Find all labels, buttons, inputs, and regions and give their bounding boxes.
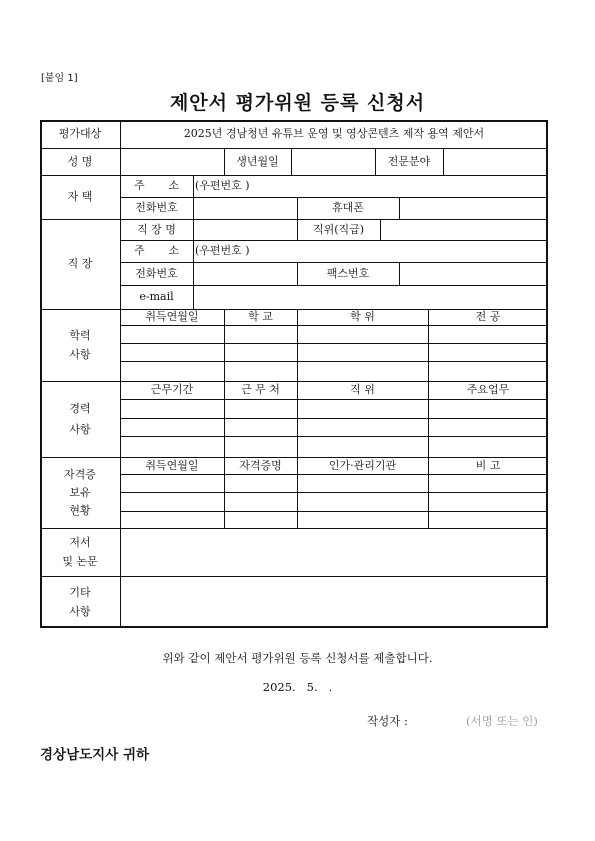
- license-header: 인가·관리기관: [328, 458, 397, 472]
- education-label: [40, 309, 120, 381]
- row-divider: [120, 436, 548, 437]
- education-label-line: 사항: [69, 348, 91, 361]
- career-header: 근 무 처: [241, 383, 280, 397]
- form-title: 제안서 평가위원 등록 신청서: [169, 92, 426, 114]
- home-label: 자 택: [67, 190, 93, 204]
- declaration-text: 위와 같이 제안서 평가위원 등록 신청서를 제출합니다.: [162, 651, 433, 665]
- work-phone-input[interactable]: [193, 262, 297, 285]
- career-header: 근무기간: [150, 383, 194, 397]
- work-label: 직 장: [67, 257, 93, 271]
- signature-field[interactable]: (서명 또는 인): [466, 714, 538, 728]
- field-input[interactable]: [443, 148, 548, 175]
- other-label-line: 사항: [69, 605, 91, 618]
- education-header: 전 공: [475, 310, 501, 324]
- fax-label: 팩스번호: [326, 266, 370, 280]
- home-phone-input[interactable]: [193, 197, 297, 219]
- work-phone-label: 전화번호: [135, 266, 178, 280]
- education-header: 학 교: [248, 310, 273, 324]
- row-divider: [120, 343, 548, 344]
- papers-label: [40, 528, 120, 576]
- license-label-line: 현황: [69, 504, 91, 518]
- license-header: 자격증명: [239, 458, 282, 472]
- education-label-line: 학력: [69, 328, 91, 342]
- home-address-value[interactable]: (우편번호 ): [195, 179, 250, 193]
- license-label-line: 보유: [69, 485, 91, 499]
- target-label: 평가대상: [58, 127, 102, 141]
- other-input[interactable]: [120, 576, 548, 628]
- email-input[interactable]: [193, 285, 548, 309]
- home-phone-label: 전화번호: [135, 201, 178, 215]
- row-divider: [120, 511, 548, 512]
- column-divider: [224, 309, 225, 528]
- mobile-label: 휴대폰: [332, 201, 364, 215]
- work-address-label: 주 소: [134, 244, 179, 258]
- license-label: [40, 457, 120, 528]
- license-label-line: 자격증: [64, 467, 96, 481]
- writer-label: 작성자 :: [367, 714, 408, 728]
- career-label: [40, 381, 120, 457]
- birth-input[interactable]: [291, 148, 375, 175]
- home-address-label: 주 소: [134, 179, 179, 193]
- career-header: 주요업무: [466, 383, 510, 397]
- other-label: [40, 576, 120, 628]
- field-label: 전문분야: [387, 154, 431, 168]
- row-divider: [120, 492, 548, 493]
- career-label-line: 사항: [69, 423, 91, 436]
- addressee: 경상남도지사 귀하: [40, 747, 150, 763]
- company-label: 직 장 명: [137, 222, 176, 236]
- row-divider: [120, 418, 548, 419]
- career-label-line: 경력: [69, 401, 91, 415]
- papers-label-line: 저서: [69, 535, 91, 549]
- education-header: 학 위: [350, 310, 375, 324]
- name-input[interactable]: [120, 148, 224, 175]
- papers-input[interactable]: [120, 528, 548, 576]
- career-header: 직 위: [350, 383, 375, 397]
- submission-date: 2025. 5. .: [262, 680, 333, 694]
- target-value: 2025년 경남청년 유튜브 운영 및 영상콘텐츠 제작 용역 제안서: [183, 127, 485, 141]
- row-divider: [120, 361, 548, 362]
- position-label: 직위(직급): [312, 222, 365, 236]
- row-divider: [120, 325, 548, 326]
- email-label: e-mail: [139, 290, 174, 304]
- row-divider: [120, 474, 548, 475]
- row-divider: [120, 399, 548, 400]
- birth-label: 생년월일: [236, 154, 279, 168]
- papers-label-line: 및 논문: [62, 555, 98, 568]
- license-header: 취득연월일: [145, 458, 199, 472]
- attachment-label: [붙임 1]: [41, 73, 78, 84]
- name-label: 성 명: [67, 154, 93, 168]
- fax-input[interactable]: [399, 262, 548, 285]
- work-address-value[interactable]: (우편번호 ): [195, 244, 250, 258]
- education-header: 취득연월일: [145, 310, 199, 324]
- position-input[interactable]: [380, 219, 548, 240]
- column-divider: [428, 309, 429, 528]
- company-input[interactable]: [193, 219, 297, 240]
- column-divider: [297, 309, 298, 528]
- mobile-input[interactable]: [399, 197, 548, 219]
- license-header: 비 고: [475, 458, 501, 472]
- other-label-line: 기타: [69, 585, 91, 599]
- application-form-table: [40, 120, 548, 628]
